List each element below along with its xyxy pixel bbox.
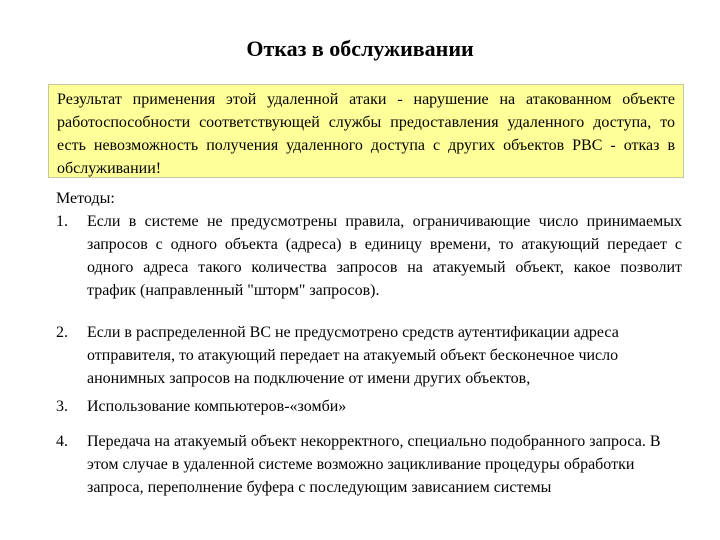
method-text: Использование компьютеров-«зомби» <box>87 398 347 415</box>
method-number: 1. <box>56 213 68 230</box>
method-number: 4. <box>56 433 68 450</box>
method-number: 3. <box>56 398 68 415</box>
method-item <box>56 321 687 390</box>
method-item <box>56 395 682 418</box>
method-number: 2. <box>56 324 68 341</box>
method-text: Если в распределенной ВС не предусмотрено средств аутентификации адреса отправителя, то атакующий передает на атакуемый объект бесконечное число анонимных запросов на подключение от имени других объектов, <box>87 324 619 387</box>
method-text: Если в системе не предусмотрены правила, ограничивающие число принимаемых запросов с одного объекта (адреса) в единицу времени, то атакующий передает с одного адреса такого количества запросов на атакуемый объект, какое позволит трафик (направленный "шторм" запросов). <box>87 213 682 299</box>
method-text: Передача на атакуемый объект некорректного, специально подобранного запроса. В этом случае в удаленной системе возможно зацикливание процедуры обработки запроса, переполнение буфера с последующим зависанием системы <box>87 433 661 496</box>
slide-title: Отказ в обслуживании <box>246 36 474 61</box>
methods-section <box>56 187 682 499</box>
method-item <box>56 210 682 302</box>
method-item <box>56 430 687 499</box>
definition-callout: Результат применения этой удаленной атаки - нарушение на атакованном объекте работоспособности соответствующей службы предоставления удаленного доступа, то есть невозможность получения удаленного доступа с других объектов РВС - отказ в обслуживании! <box>48 84 684 178</box>
methods-label: Методы: <box>56 190 115 207</box>
